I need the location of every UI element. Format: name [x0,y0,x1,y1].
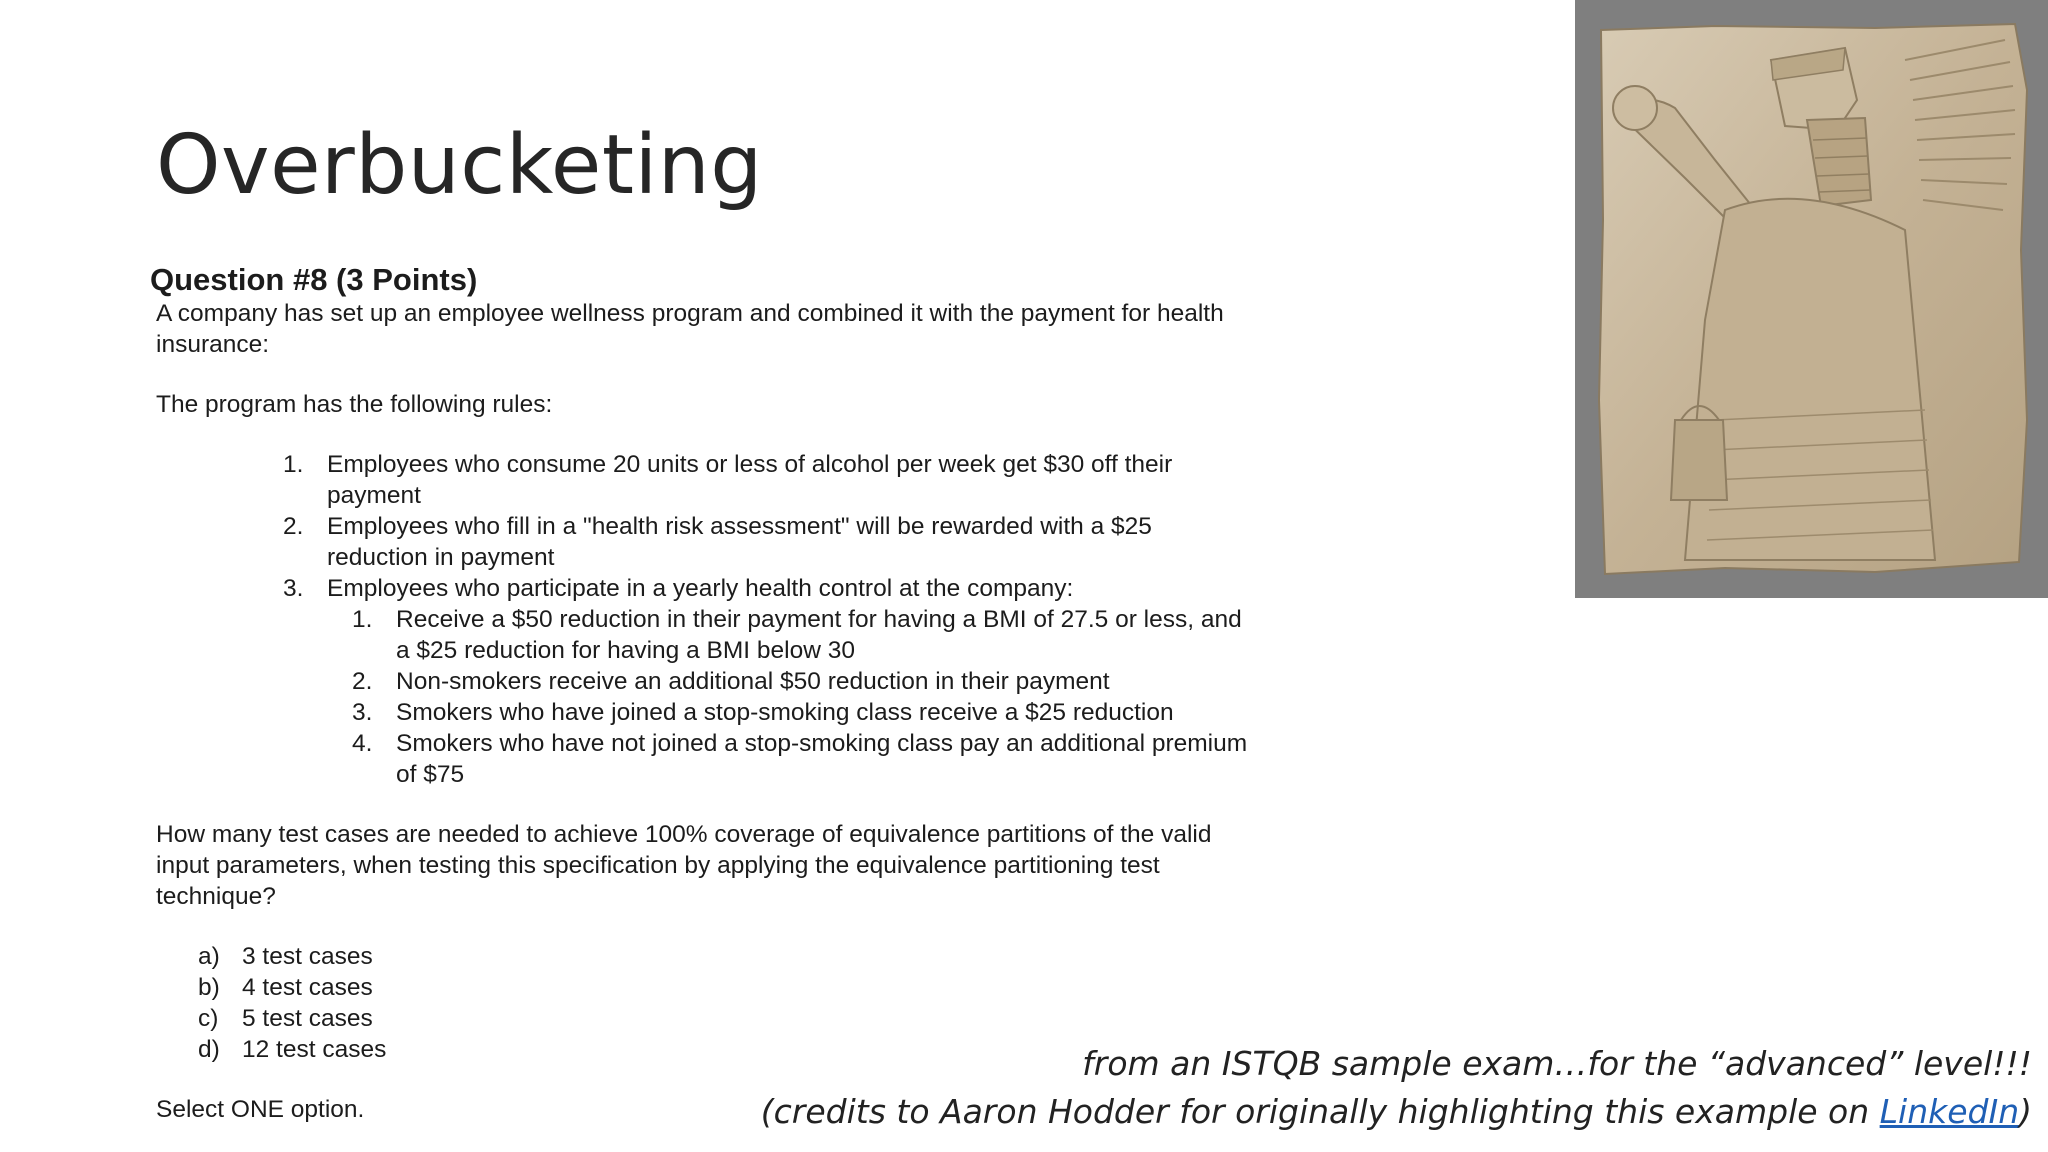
option-text: 12 test cases [242,1036,387,1063]
question-intro-line: A company has set up an employee wellness program and combined it with the payment for health [156,300,1224,327]
exam-question-screenshot [150,262,1370,1132]
rule-text: reduction in payment [327,544,555,571]
subrule-text: Receive a $50 reduction in their payment for having a BMI of 27.5 or less, and [396,606,1242,633]
option-label: d) [198,1036,220,1063]
linkedin-link[interactable]: LinkedIn [1879,1092,2020,1131]
rule-item [150,511,1370,573]
option-text: 5 test cases [242,1005,373,1032]
question-prompt-line: technique? [156,883,276,910]
rule-text: Employees who participate in a yearly health control at the company: [327,575,1074,602]
option-text: 4 test cases [242,974,373,1001]
subrule-text: of $75 [396,761,465,788]
rule-number: 3. [283,575,304,602]
subrule-text: a $25 reduction for having a BMI below 30 [396,637,855,664]
rule-number: 2. [283,513,304,540]
rule-text: Employees who fill in a "health risk assessment" will be rewarded with a $25 [327,513,1152,540]
assyrian-relief-image [1575,0,2048,598]
subrule-number: 4. [352,730,373,757]
question-prompt [156,819,1370,912]
subrule-text: Non-smokers receive an additional $50 reduction in their payment [396,668,1110,695]
subrule-item [150,604,1370,666]
caption-line-2-suffix: ) [2019,1092,2032,1131]
option-text: 3 test cases [242,943,373,970]
credit-caption [761,1040,2032,1136]
question-prompt-line: How many test cases are needed to achieve 100% coverage of equivalence partitions of the valid [156,821,1212,848]
option-label: b) [198,974,220,1001]
caption-line-1: from an ISTQB sample exam…for the “advanced” level!!! [1082,1044,2032,1083]
caption-line-2-prefix: (credits to Aaron Hodder for originally highlighting this example on [760,1092,1880,1131]
question-intro [156,298,1370,360]
select-instruction: Select ONE option. [156,1096,365,1123]
rule-text: Employees who consume 20 units or less of alcohol per week get $30 off their [327,451,1173,478]
subrule-item [150,666,1370,697]
option-label: c) [198,1005,219,1032]
rule-item [150,573,1370,604]
relief-illustration [1575,0,2048,598]
subrule-number: 2. [352,668,373,695]
subrule-number: 3. [352,699,373,726]
rules-intro: The program has the following rules: [156,391,553,418]
rule-number: 1. [283,451,304,478]
subrule-item [150,728,1370,790]
slide-title: Overbucketing [156,118,763,213]
subrule-number: 1. [352,606,373,633]
subrule-text: Smokers who have joined a stop-smoking class receive a $25 reduction [396,699,1174,726]
answer-option [150,1003,1370,1034]
question-heading: Question #8 (3 Points) [150,262,478,297]
rule-text: payment [327,482,421,509]
question-intro-line: insurance: [156,331,270,358]
rule-item [150,449,1370,511]
answer-option [150,941,1370,972]
question-prompt-line: input parameters, when testing this specification by applying the equivalence partitioning test [156,852,1160,879]
subrule-item [150,697,1370,728]
subrule-text: Smokers who have not joined a stop-smoking class pay an additional premium [396,730,1248,757]
rules-list [150,449,1370,790]
answer-option [150,972,1370,1003]
option-label: a) [198,943,220,970]
